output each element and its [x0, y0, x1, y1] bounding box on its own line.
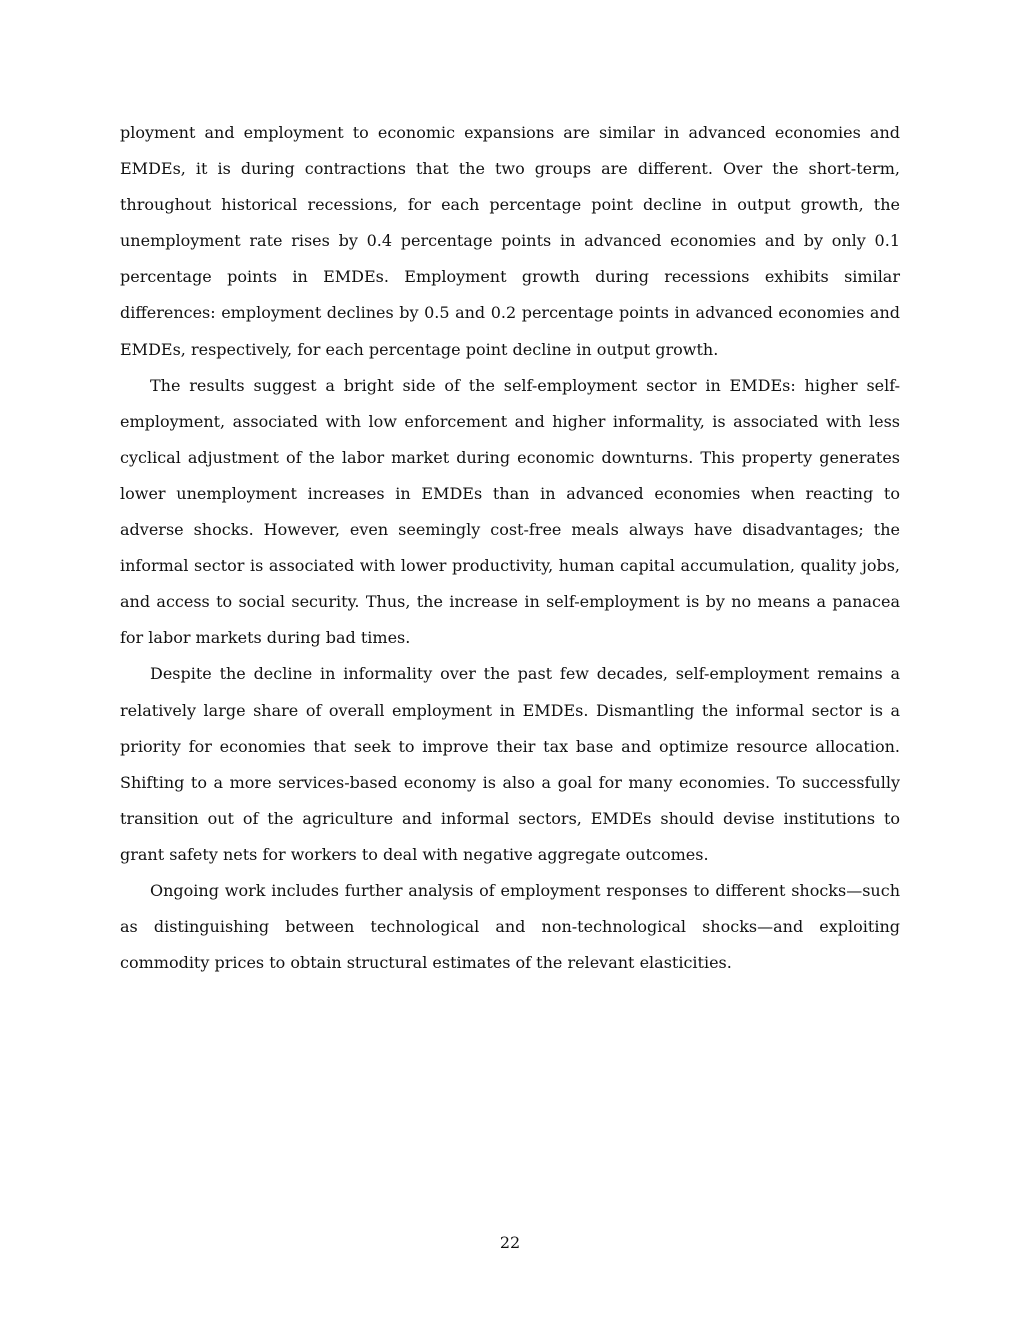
paragraph-informality-decline: Despite the decline in informality over the past few decades, self-employment remains a relatively large share of overall employment in EMDEs. Dismantling the informal sector is a priority for economies that seek to improve their tax base and optimize resource allocation. Shifting to a more services-based economy is also a goal for many economies. To successfully transition out of the agriculture and informal sectors, EMDEs should devise institutions to grant safety nets for workers to deal with negative aggregate outcomes.: [120, 664, 900, 864]
page-number: 22: [499, 1233, 521, 1252]
paragraph-ongoing-work: Ongoing work includes further analysis of employment responses to different shocks—such as distinguishing between technological and non-technological shocks—and exploiting commodity prices to obtain structural estimates of the relevant elasticities.: [120, 880, 900, 973]
paragraph-continued: ployment and employment to economic expansions are similar in advanced economies and EMDEs, it is during contractions that the two groups are different. Over the short-term, throughout historical recessions, for each percentage point decline in output growth, the unemployment rate rises by 0.4 percentage points in advanced economies and by only 0.1 percentage points in EMDEs. Employment growth during recessions exhibits similar differences: employment declines by 0.5 and 0.2 percentage points in advanced economies and EMDEs, respectively, for each percentage point decline in output growth.: [120, 123, 900, 359]
paragraph-self-employment-bright-side: The results suggest a bright side of the self-employment sector in EMDEs: higher self-employment, associated with low enforcement and higher informality, is associated with less cyclical adjustment of the labor market during economic downturns. This property generates lower unemployment increases in EMDEs than in advanced economies when reacting to adverse shocks. However, even seemingly cost-free meals always have disadvantages; the informal sector is associated with lower productivity, human capital accumulation, quality jobs, and access to social security. Thus, the increase in self-employment is by no means a panacea for labor markets during bad times.: [120, 375, 900, 648]
page-body: [120, 115, 900, 981]
